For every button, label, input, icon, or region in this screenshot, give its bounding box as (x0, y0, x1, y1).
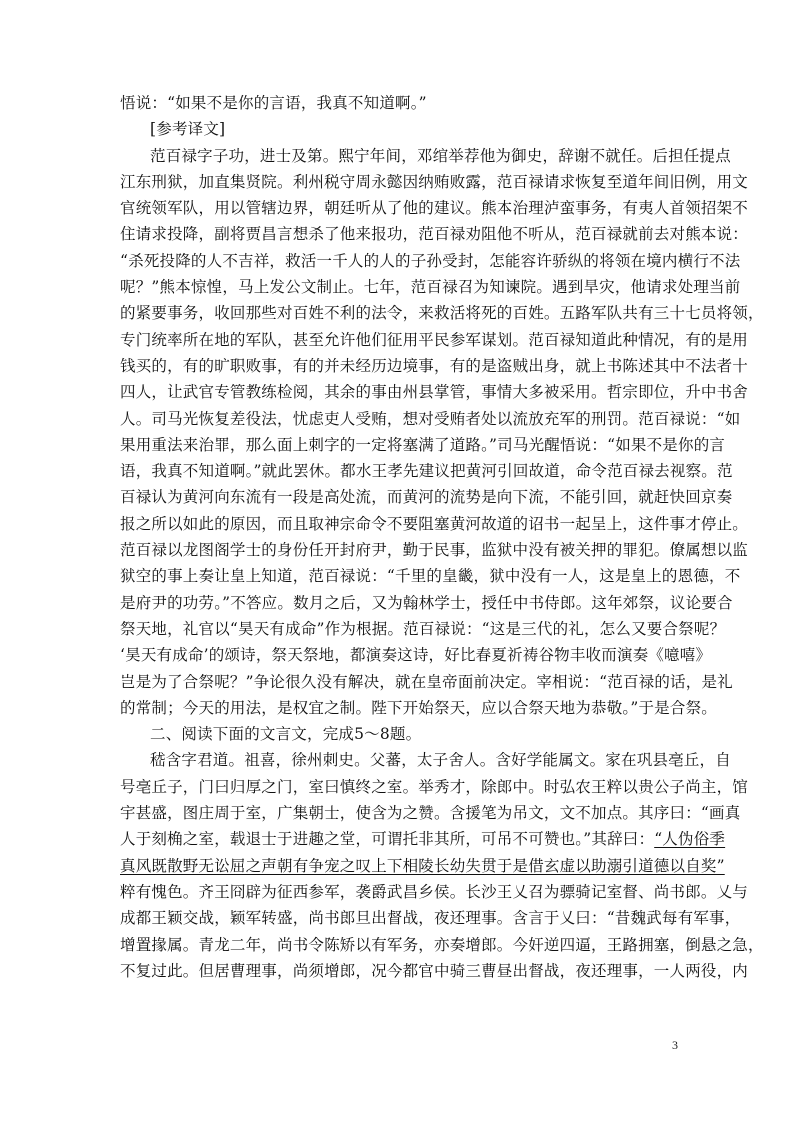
text-line (120, 958, 749, 984)
line-text: 范百禄以龙图阁学士的身份任开封府尹，勤于民事，监狱中没有被关押的罪犯。僚属想以监 (120, 541, 749, 560)
line-text: 祭天地，礼官以“昊天有成命”作为根据。范百禄说：“这是三代的礼，怎么又要合祭呢？ (120, 619, 726, 638)
document-body (120, 90, 764, 984)
line-text: 人于刻桷之室，载退士于进趣之堂，可谓托非其所，可吊不可赞也。”其辞曰： (120, 830, 655, 849)
text-line (120, 169, 749, 195)
text-line (120, 458, 733, 484)
text-line (120, 905, 741, 931)
line-text: 语，我真不知道啊。”就此罢休。都水王孝先建议把黄河引回故道，命令范百禄去视察。范 (120, 462, 733, 481)
text-line (120, 616, 726, 642)
line-text: 专门统率所在地的军队，甚至允许他们征用平民参军谋划。范百禄知道此种情况，有的是用 (120, 330, 749, 349)
line-text: 二、阅读下面的文言文，完成5～8题。 (150, 725, 422, 744)
text-line (120, 274, 741, 300)
line-text: 不复过此。但居曹理事，尚须增郎，况今都官中骑三曹昼出督战，夜还理事，一人两役，内 (120, 961, 749, 980)
line-text: “杀死投降的人不吉祥，救活一千人的人的子孙受封，怎能容许骄纵的将领在境内横行不法 (120, 251, 741, 270)
text-line (120, 143, 731, 169)
text-line (120, 590, 733, 616)
line-text: 嵇含字君道。祖喜，徐州刺史。父蕃，太子舍人。含好学能属文。家在巩县亳丘，自 (150, 751, 731, 770)
text-line (120, 353, 749, 379)
line-text: 的常制；今天的用法，是权宜之制。陛下开始祭天，应以合祭天地为恭敬。”于是合祭。 (120, 698, 717, 717)
page-number: 3 (672, 1038, 678, 1052)
line-text: 岂是为了合祭呢？”争论很久没有解决，就在皇帝面前决定。宰相说：“范百禄的话，是礼 (120, 672, 733, 691)
line-text: 范百禄字子功，进士及第。熙宁年间，邓绾举荐他为御史，辞谢不就任。后担任提点 (150, 146, 731, 165)
text-line (120, 537, 749, 563)
text-line (120, 669, 733, 695)
text-line (120, 800, 741, 826)
line-text: 官统领军队，用以管辖边界，朝廷听从了他的建议。熊本治理泸蛮事务，有夷人首领招架不 (120, 199, 749, 218)
line-text: 悟说：“如果不是你的言语，我真不知道啊。” (120, 94, 427, 112)
line-text: 粹有愧色。齐王冏辟为征西参军，袭爵武昌乡侯。长沙王乂召为骠骑记室督、尚书郎。乂与 (120, 882, 749, 901)
text-line (120, 379, 749, 405)
text-line (120, 721, 680, 747)
text-line (120, 747, 731, 773)
line-text: 是府尹的功劳。”不答应。数月之后，又为翰林学士，授任中书侍郎。这年郊祭，议论要合 (120, 593, 733, 612)
text-line (120, 248, 741, 274)
text-line (120, 511, 749, 537)
line-text: 的紧要事务，收回那些对百姓不利的法令，来救活将死的百姓。五路军队共有三十七员将领， (120, 304, 764, 323)
line-text: 人。司马光恢复差役法，忧虑吏人受贿，想对受贿者处以流放充军的刑罚。范百禄说：“如 (120, 409, 741, 428)
text-line (120, 90, 680, 116)
line-text: 江东刑狱，加直集贤院。利州税守周永懿因纳贿败露，范百禄请求恢复至道年间旧例，用文 (120, 172, 749, 191)
text-line (120, 932, 764, 958)
line-text: 宇甚盛，图庄周于室，广集朝士，使含为之赞。含援笔为吊文，文不加点。其序曰：“画真 (120, 804, 741, 823)
text-line (120, 695, 717, 721)
text-line (120, 327, 749, 353)
text-line (120, 221, 749, 247)
line-text: 增置掾属。青龙二年，尚书令陈矫以有军务，亦奏增郎。今奸逆四逼，王路拥塞，倒悬之急， (120, 935, 764, 954)
line-text: 四人，让武官专管教练检阅，其余的事由州县掌管，事情大多被采用。哲宗即位，升中书舍 (120, 383, 749, 402)
line-text: 号亳丘子，门曰归厚之门，室曰慎终之室。举秀才，除郎中。时弘农王粹以贵公子尚主，馆 (120, 777, 749, 796)
text-line (120, 484, 733, 510)
text-line (120, 826, 726, 852)
line-text: 果用重法来治罪，那么面上刺字的一定将塞满了道路。”司马光醒悟说：“如果不是你的言 (120, 435, 726, 454)
text-line (120, 432, 726, 458)
underlined-text: 真风既散野无讼屈之声朝有争宠之叹上下相陵长幼失贯于是借玄虚以助溺引道德以自奖” (120, 856, 725, 875)
text-line (120, 563, 741, 589)
text-line (120, 195, 749, 221)
text-line (120, 116, 680, 142)
text-line (120, 879, 749, 905)
text-line (120, 300, 764, 326)
text-line (120, 642, 712, 668)
underlined-text: “人伪俗季 (654, 830, 726, 849)
line-text: 钱买的，有的旷职败事，有的并未经历边境事，有的是盗贼出身，就上书陈述其中不法者十 (120, 356, 749, 375)
line-text: 百禄认为黄河向东流有一段是高处流，而黄河的流势是向下流，不能引回，就赶快回京奏 (120, 488, 733, 507)
text-line (120, 774, 749, 800)
line-text: 成都王颖交战，颖军转盛，尚书郎旦出督战，夜还理事。含言于乂曰：“昔魏武每有军事， (120, 909, 741, 928)
line-text: 呢？”熊本惊惶，马上发公文制止。七年，范百禄召为知谏院。遇到旱灾，他请求处理当前 (120, 278, 741, 297)
line-text: [参考译文] (150, 120, 226, 139)
line-text: 报之所以如此的原因，而且取神宗命令不要阻塞黄河故道的诏书一起呈上，这件事才停止。 (120, 514, 749, 533)
text-line (120, 406, 741, 432)
text-line (120, 853, 725, 879)
line-text: 狱空的事上奏让皇上知道，范百禄说：“千里的皇畿，狱中没有一人，这是皇上的恩德，不 (120, 567, 741, 586)
line-text: ‘昊天有成命’的颂诗，祭天祭地，都演奏这诗，好比春夏祈祷谷物丰收而演奏《噫嘻》 (120, 646, 712, 665)
line-text: 住请求投降，副将贾昌言想杀了他来报功，范百禄劝阻他不听从，范百禄就前去对熊本说： (120, 225, 749, 244)
